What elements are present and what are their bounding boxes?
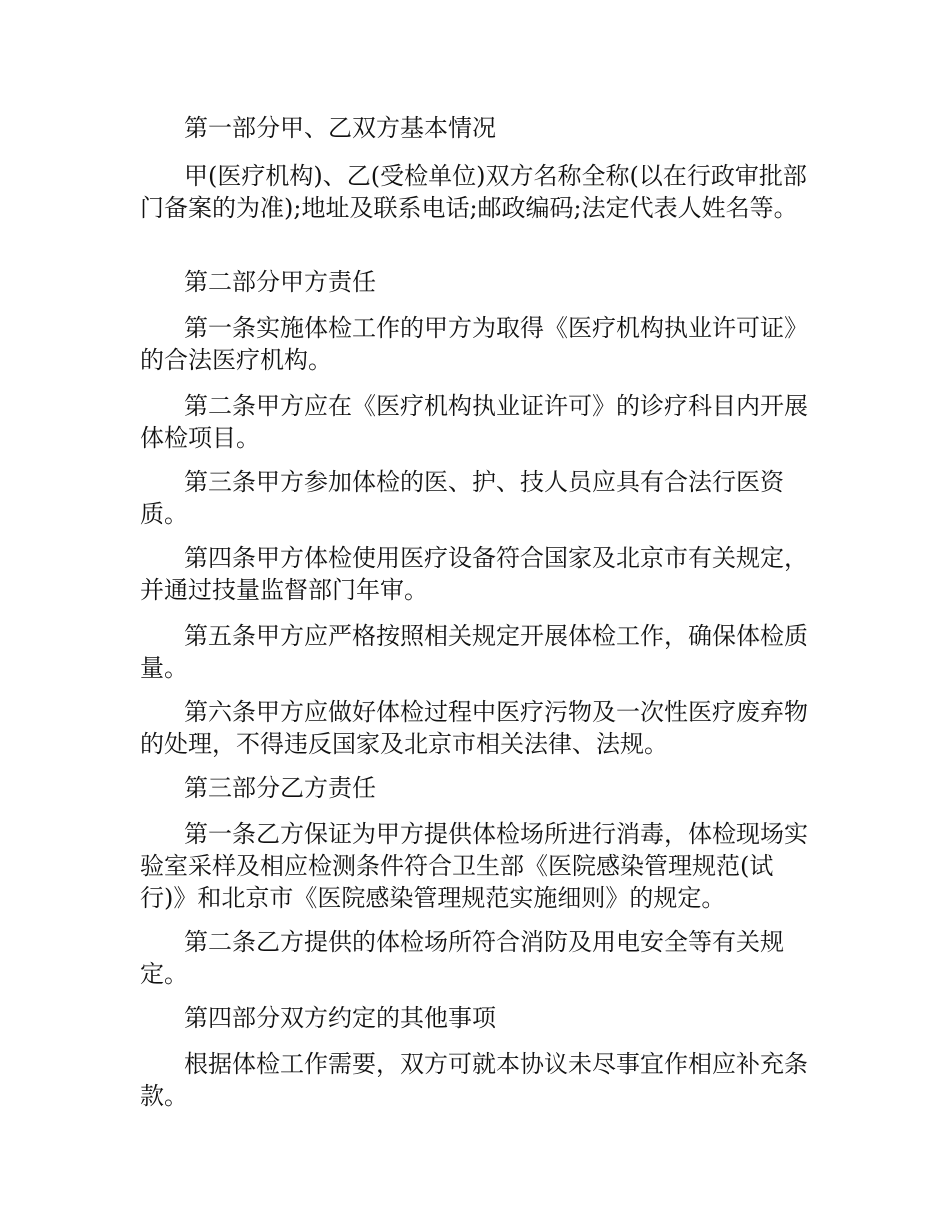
clause-party-a-4: 第四条甲方体检使用医疗设备符合国家及北京市有关规定，并通过技量监督部门年审。 xyxy=(140,544,808,604)
clause-party-a-2: 第二条甲方应在《医疗机构执业证许可》的诊疗科目内开展体检项目。 xyxy=(140,392,808,452)
clause-party-a-3: 第三条甲方参加体检的医、护、技人员应具有合法行医资质。 xyxy=(140,468,784,528)
clause-party-b-2: 第二条乙方提供的体检场所符合消防及用电安全等有关规定。 xyxy=(140,928,784,988)
paragraph-other-matters: 根据体检工作需要，双方可就本协议未尽事宜作相应补充条款。 xyxy=(140,1050,808,1110)
clause-party-a-1: 第一条实施体检工作的甲方为取得《医疗机构执业许可证》的合法医疗机构。 xyxy=(140,314,808,374)
clause-party-a-6: 第六条甲方应做好体检过程中医疗污物及一次性医疗废弃物的处理，不得违反国家及北京市相关法律、法规。 xyxy=(140,698,808,758)
clause-party-a-5: 第五条甲方应严格按照相关规定开展体检工作，确保体检质量。 xyxy=(140,622,808,682)
section-heading-part-two: 第二部分甲方责任 xyxy=(184,268,376,296)
section-heading-part-one: 第一部分甲、乙双方基本情况 xyxy=(184,114,496,142)
paragraph-parties-info: 甲(医疗机构)、乙(受检单位)双方名称全称(以在行政审批部门备案的为准);地址及联系电话;邮政编码;法定代表人姓名等。 xyxy=(140,162,807,222)
section-heading-part-four: 第四部分双方约定的其他事项 xyxy=(184,1004,496,1032)
section-heading-part-three: 第三部分乙方责任 xyxy=(184,774,376,802)
clause-party-b-1: 第一条乙方保证为甲方提供体检场所进行消毒，体检现场实验室采样及相应检测条件符合卫生部《医院感染管理规范(试行)》和北京市《医院感染管理规范实施细则》的规定。 xyxy=(140,820,808,912)
